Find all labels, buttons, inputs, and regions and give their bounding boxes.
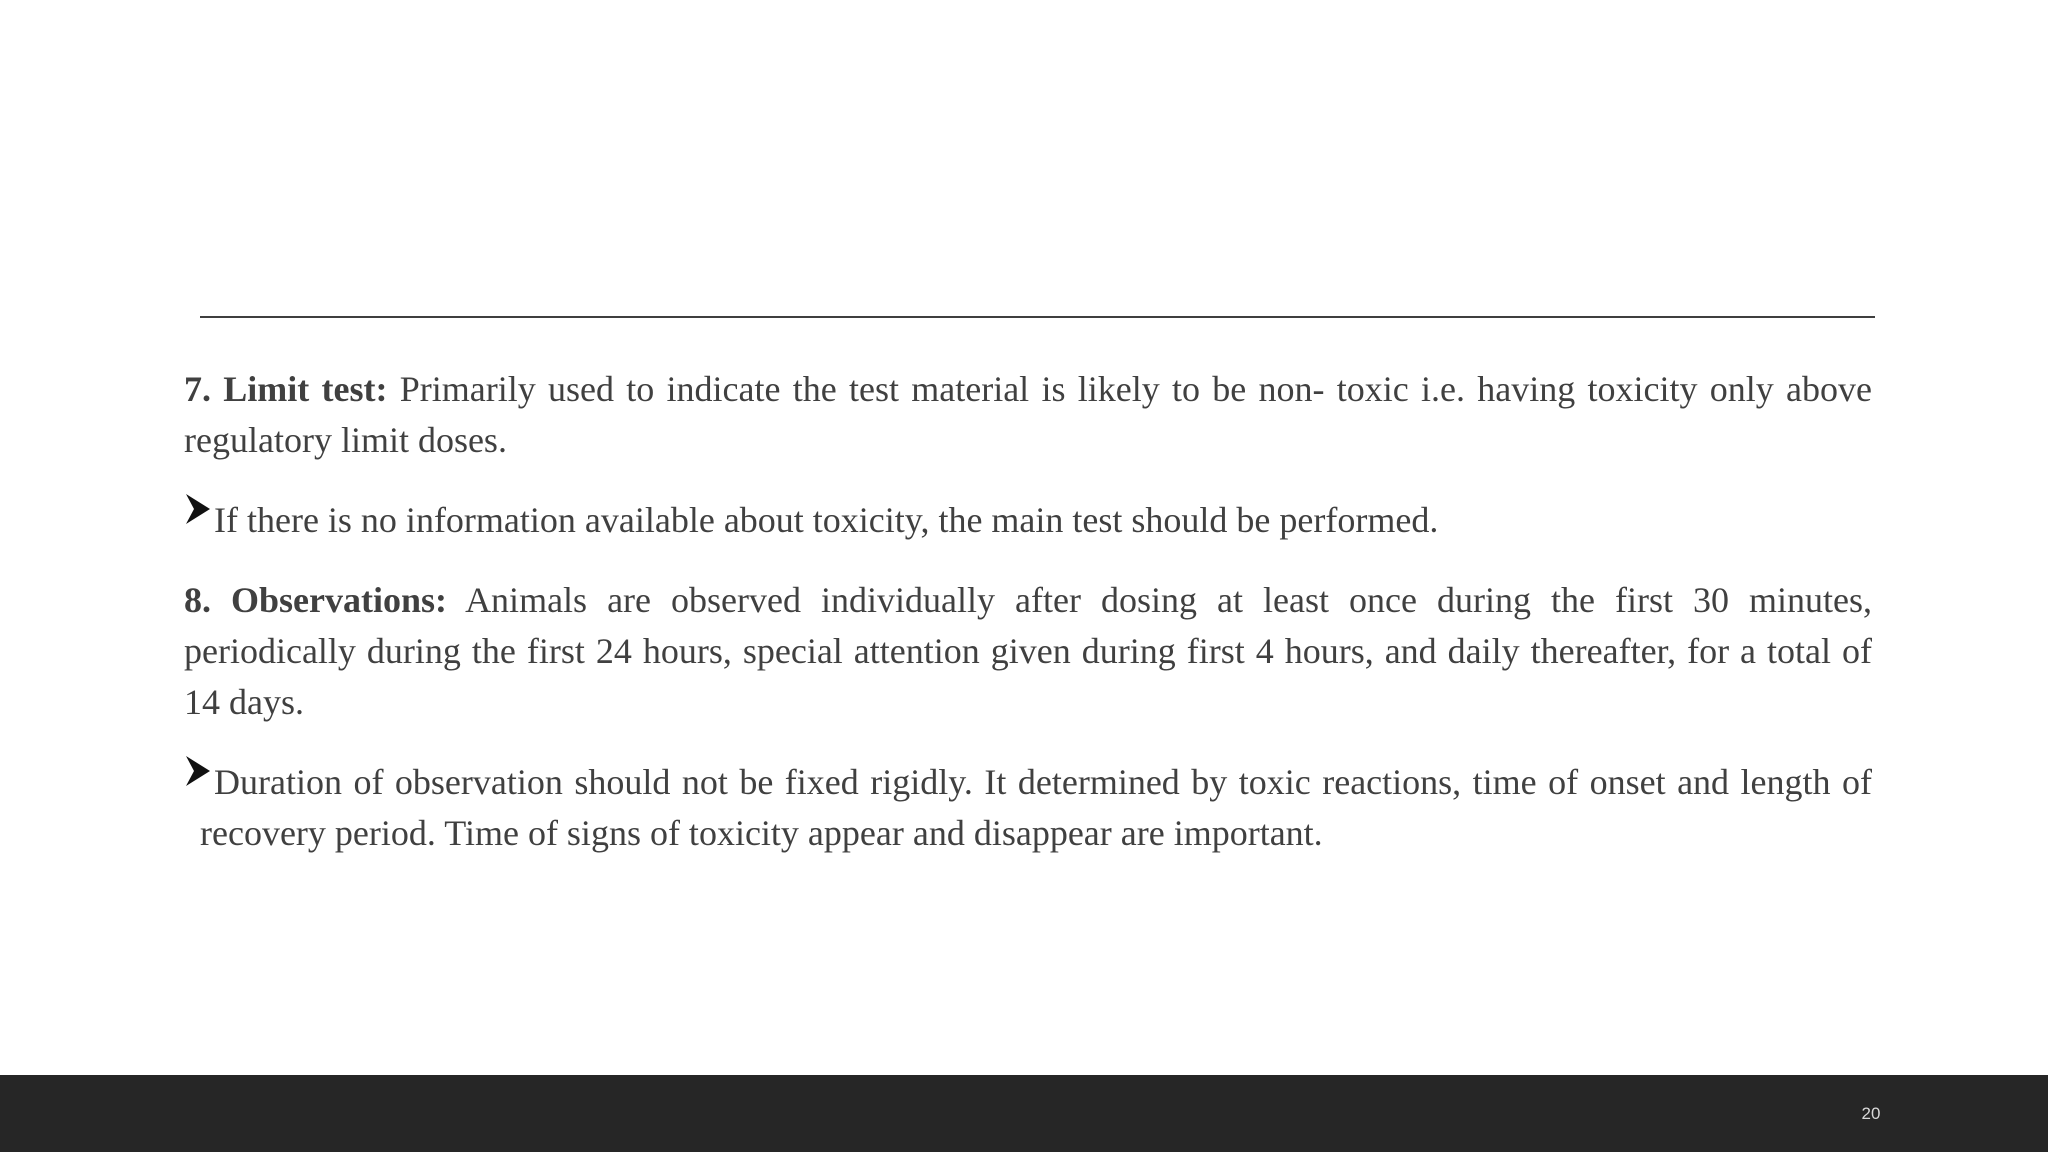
title-divider-line bbox=[200, 316, 1875, 318]
duration-bullet bbox=[184, 757, 1872, 859]
observations-paragraph bbox=[184, 575, 1872, 728]
footer-bar bbox=[0, 1075, 2048, 1152]
duration-bullet-text: Duration of observation should not be fixed rigidly. It determined by toxic reactions, time of onset and length of recovery period. Time of signs of toxicity appear and disappear are important. bbox=[200, 762, 1872, 853]
limit-test-paragraph bbox=[184, 364, 1872, 466]
no-information-bullet bbox=[184, 495, 1872, 546]
no-information-bullet-text: If there is no information available about toxicity, the main test should be performed. bbox=[214, 500, 1439, 540]
arrowhead-bullet-icon bbox=[184, 754, 212, 788]
observations-heading: 8. Observations: bbox=[184, 580, 448, 620]
arrowhead-bullet-icon bbox=[184, 492, 212, 526]
limit-test-heading: 7. Limit test: bbox=[184, 369, 388, 409]
page-number: 20 bbox=[1861, 1104, 1881, 1123]
limit-test-text: Primarily used to indicate the test material is likely to be non- toxic i.e. having toxicity only above regulatory limit doses. bbox=[184, 369, 1872, 460]
observations-text: Animals are observed individually after dosing at least once during the first 30 minutes, periodically during the first 24 hours, special attention given during first 4 hours, and daily thereafter, for a total of 14 days. bbox=[184, 580, 1872, 722]
slide-body bbox=[184, 364, 1872, 888]
